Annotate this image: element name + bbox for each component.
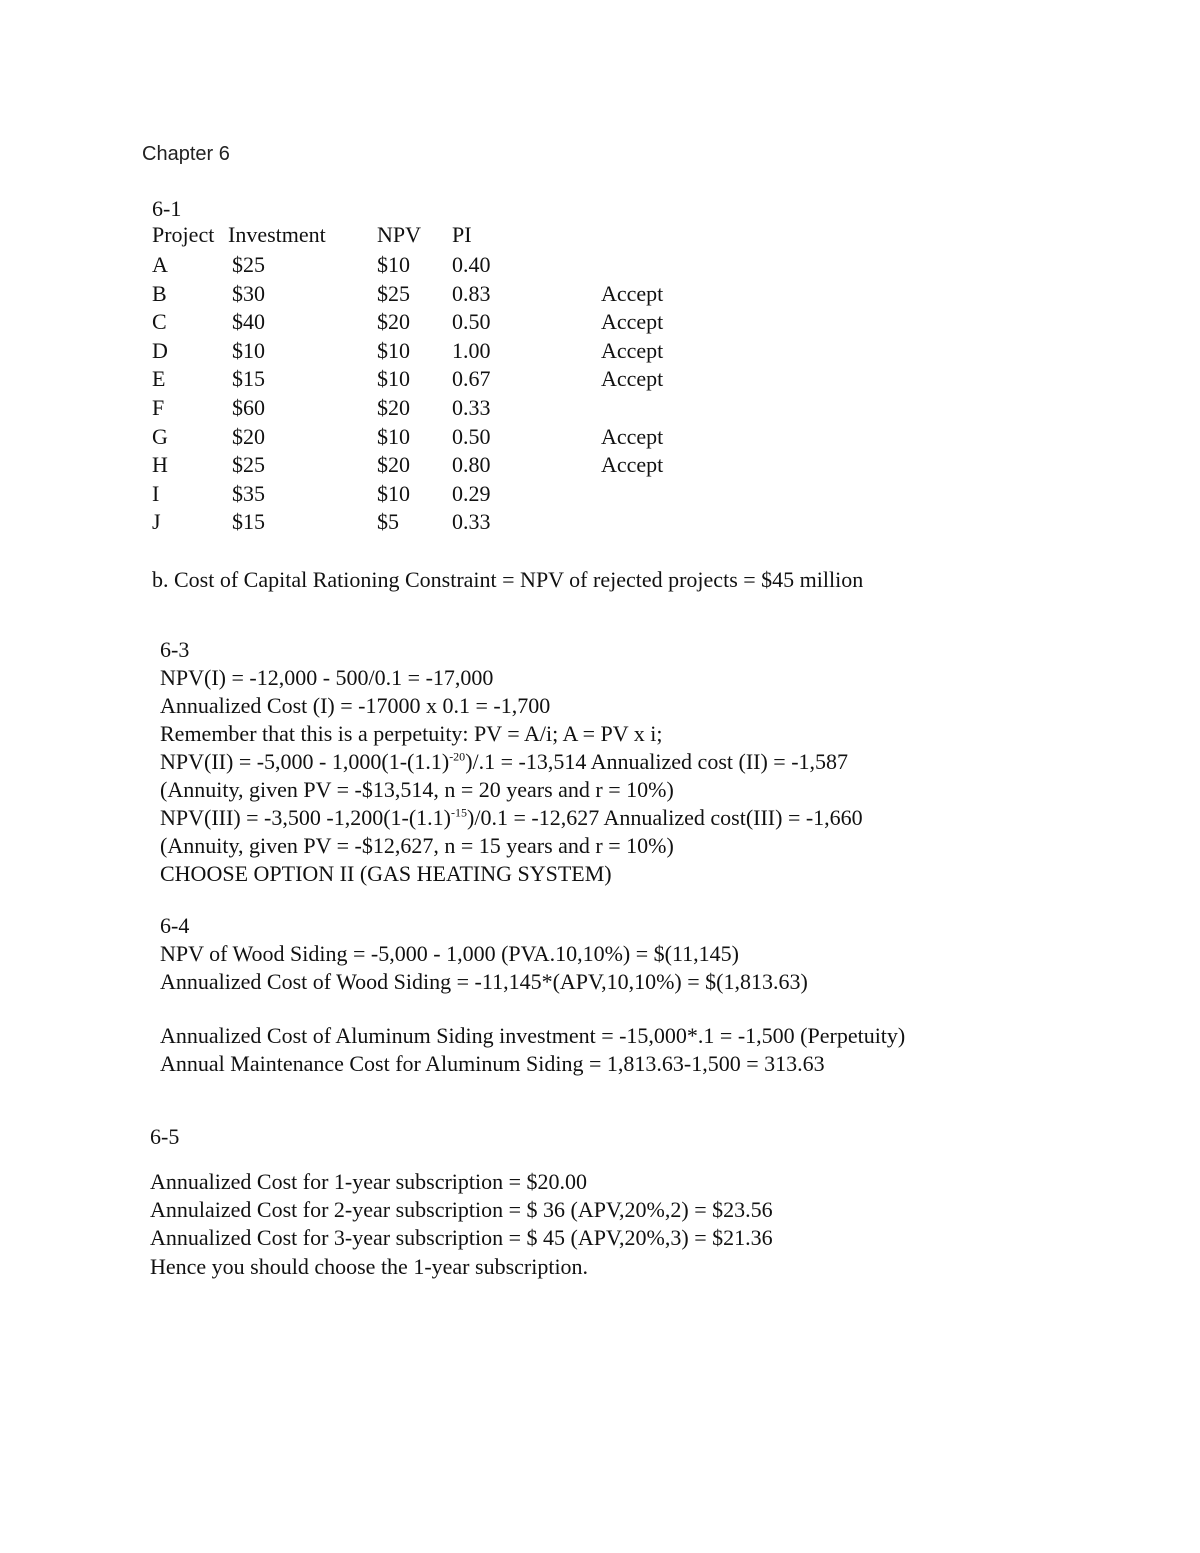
npv-iii-part-a: NPV(III) = -3,500 -1,200(1-(1.1) xyxy=(160,805,452,830)
cell-decision: Accept xyxy=(601,337,664,363)
cell-project: C xyxy=(152,309,167,335)
annuity-note-ii: (Annuity, given PV = -$13,514, n = 20 years and r = 10%) xyxy=(160,777,674,802)
section-6-4-label: 6-4 xyxy=(160,913,190,938)
cell-investment: $20 xyxy=(232,423,265,449)
cost-3-year: Annualized Cost for 3-year subscription = $ 45 (APV,20%,3) = $21.36 xyxy=(150,1225,773,1250)
header-project: Project xyxy=(152,222,215,247)
cell-npv: $5 xyxy=(377,509,399,535)
cell-project: G xyxy=(152,423,168,449)
cell-decision: Accept xyxy=(601,280,664,306)
cell-npv: $10 xyxy=(377,480,410,506)
annuity-note-iii: (Annuity, given PV = -$12,627, n = 15 years and r = 10%) xyxy=(160,833,674,858)
cell-project: H xyxy=(152,452,168,478)
cell-npv: $20 xyxy=(377,452,410,478)
annualized-wood-siding: Annualized Cost of Wood Siding = -11,145*(APV,10,10%) = $(1,813.63) xyxy=(160,969,808,994)
cell-pi: 0.40 xyxy=(452,252,491,277)
cell-npv: $25 xyxy=(377,280,410,306)
section-6-5-label: 6-5 xyxy=(150,1124,180,1149)
cell-npv: $20 xyxy=(377,309,410,335)
cell-pi: 1.00 xyxy=(452,337,491,363)
cell-pi: 0.33 xyxy=(452,509,491,535)
cell-decision: Accept xyxy=(601,366,664,392)
cell-project: E xyxy=(152,366,166,392)
npv-ii-part-b: )/.1 = -13,514 Annualized cost (II) = -1,587 xyxy=(465,749,849,774)
cell-npv: $20 xyxy=(377,395,410,420)
npv-ii-part-a: NPV(II) = -5,000 - 1,000(1-(1.1) xyxy=(160,749,450,774)
header-pi: PI xyxy=(452,222,472,247)
cell-pi: 0.29 xyxy=(452,480,491,506)
header-investment: Investment xyxy=(228,222,326,247)
cell-decision: Accept xyxy=(601,423,664,449)
cell-investment: $40 xyxy=(232,309,265,335)
chapter-title: Chapter 6 xyxy=(142,143,230,165)
part-b-text: b. Cost of Capital Rationing Constraint = NPV of rejected projects = $45 million xyxy=(152,567,864,592)
conclusion-line: Hence you should choose the 1-year subscription. xyxy=(150,1254,589,1279)
cell-investment: $25 xyxy=(232,252,265,277)
cell-investment: $25 xyxy=(232,452,265,478)
cell-project: D xyxy=(152,337,168,363)
header-npv: NPV xyxy=(377,222,422,247)
section-6-1-label: 6-1 xyxy=(152,196,182,221)
cell-investment: $35 xyxy=(232,480,265,506)
cell-pi: 0.83 xyxy=(452,280,491,306)
cell-npv: $10 xyxy=(377,366,410,392)
cell-decision: Accept xyxy=(601,309,664,335)
cell-project: J xyxy=(152,509,161,535)
cell-project: A xyxy=(152,252,168,277)
cost-2-year: Annulaized Cost for 2-year subscription = $ 36 (APV,20%,2) = $23.56 xyxy=(150,1197,773,1222)
cell-investment: $15 xyxy=(232,509,265,535)
cell-npv: $10 xyxy=(377,337,410,363)
cell-pi: 0.50 xyxy=(452,309,491,335)
cell-pi: 0.67 xyxy=(452,366,491,392)
cell-pi: 0.33 xyxy=(452,395,491,420)
maintenance-aluminum-siding: Annual Maintenance Cost for Aluminum Siding = 1,813.63-1,500 = 313.63 xyxy=(160,1051,825,1076)
cell-investment: $15 xyxy=(232,366,265,392)
npv-iii-part-b: )/0.1 = -12,627 Annualized cost(III) = -1,660 xyxy=(467,805,863,830)
choose-option-line: CHOOSE OPTION II (GAS HEATING SYSTEM) xyxy=(160,861,612,886)
perpetuity-note: Remember that this is a perpetuity: PV = A/i; A = PV x i; xyxy=(160,721,663,746)
cell-investment: $10 xyxy=(232,337,265,363)
cell-pi: 0.80 xyxy=(452,452,491,478)
npv-iii-exponent: -15 xyxy=(451,805,468,820)
cell-investment: $60 xyxy=(232,395,265,420)
cell-project: B xyxy=(152,280,167,306)
npv-wood-siding: NPV of Wood Siding = -5,000 - 1,000 (PVA.10,10%) = $(11,145) xyxy=(160,941,739,966)
npv-ii-exponent: -20 xyxy=(449,749,466,764)
cell-pi: 0.50 xyxy=(452,423,491,449)
cell-npv: $10 xyxy=(377,252,410,277)
cell-project: F xyxy=(152,395,165,420)
npv-iii-line xyxy=(160,805,863,831)
cost-1-year: Annualized Cost for 1-year subscription = $20.00 xyxy=(150,1169,588,1194)
annualized-cost-i-line: Annualized Cost (I) = -17000 x 0.1 = -1,700 xyxy=(160,693,551,718)
npv-ii-line xyxy=(160,749,848,775)
annualized-aluminum-siding: Annualized Cost of Aluminum Siding investment = -15,000*.1 = -1,500 (Perpetuity) xyxy=(160,1023,906,1048)
cell-investment: $30 xyxy=(232,280,265,306)
cell-project: I xyxy=(152,480,160,506)
npv-i-line: NPV(I) = -12,000 - 500/0.1 = -17,000 xyxy=(160,665,494,690)
cell-decision: Accept xyxy=(601,452,664,478)
cell-npv: $10 xyxy=(377,423,410,449)
section-6-3-label: 6-3 xyxy=(160,637,190,662)
